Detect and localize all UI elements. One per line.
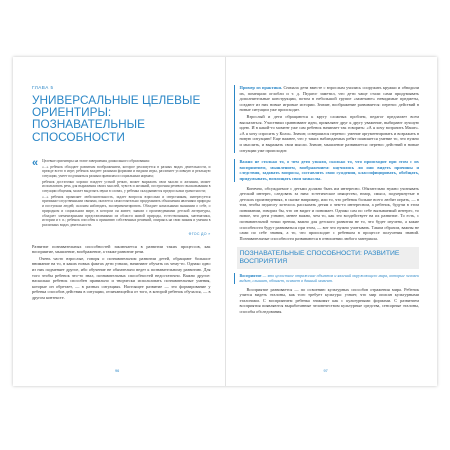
quote-source xyxy=(32,232,211,236)
body-paragraph: Конечно, обсуждаемое с детьми должно быть им интересно. Обязательно нужно учитывать детский интерес, следовать за ним: эстетическое изящество, юмор, смысл, подчеркнутые в детских произведениях, в сказке например, или то, что ребенок больше всего любит играть, — в том, чтобы педагогу хотелось рассказать детям о чем-то интересном, а ребенок, будучи в этом понимании, говорил бы, что он видит и понимает. Однако сам по себе вызываемый интерес, то новое, что дети узнают, менее важно, чем то, как это воздействует на их развитие. То есть, с познавательной точки зрения, важно для детского развития не то, что будет изучено, а какие способности будут развиваться при этом, — вот что нужно учитывать. Таким образом, важны не сами по себе знания, а то, что происходит с ребенком в процессе получения знаний. Познавательные способности развиваются в отношении любого материала. xyxy=(239,185,419,241)
body-paragraph: Очень часто взрослые, говоря о познавательном развитии детей, обращают большое внимание на то, в каких новых фактах дети узнали, начинают обучать их чему-то. Однако одно из них подменяет другое, ибо обучение не обязательно ведет к познавательному развитию. Для того чтобы ребенок что-то знал, познавательных способностей недостаточно. Важно другое: насколько ребенок способен правильно и творчески использовать познавательные умения, которые он обретает, — в разных ситуациях. Настоящее развитие — это формирование у ребенка способов действия в ситуации, отличающейся от того, в которой ребенок обучался, — в другом контексте. xyxy=(32,255,211,300)
page-number: 97 xyxy=(323,369,328,373)
example-text: Сначала дети вместе с взрослым учились сооружать кружки и обводили их, помещали оглобли и т. д. Педагог заметил, что дети чаще стали сами придумывать дополнительные конструкции, потом в небольшой группе «замечают» невидимые предметы, создают из них новые игровые истории. Значит, воображение развивается: перенос действий в новые ситуации уже происходит. xyxy=(239,85,419,113)
body-paragraph: Восприятие развивается — по освоению культурных способов отражения мира. Ребенок учится видеть эталоны, как того требует культура: узнает, что мир описан культурными эталонами. С восприятием ребенка знакомят как с культурными формами. С развитием восприятия появляются выработанные человечеством культурные средства, сенсорные эталоны, способы обследования. xyxy=(239,286,419,315)
closing-body xyxy=(240,287,420,315)
chapter-label: ГЛАВА 5 xyxy=(32,85,54,90)
chapter-title: УНИВЕРСАЛЬНЫЕ ЦЕЛЕВЫЕ ОРИЕНТИРЫ: ПОЗНАВАТЕЛЬНЫЕ СПОСОБНОСТИ xyxy=(32,93,201,144)
quote-paragraph: Целевые ориентиры на этапе завершения дошкольного образования: xyxy=(42,158,150,163)
right-body xyxy=(240,186,420,242)
quote-source-text: ФГОС ДО xyxy=(188,231,207,236)
section-heading-box xyxy=(237,247,420,269)
standard-quote xyxy=(32,156,211,228)
quote-paragraph: «...» ребенок обладает развитым воображением, которое реализуется в разных видах деятельности, и прежде всего в игре; ребенок владеет разными формами и видами игры, различает условную и реальную ситуации, умеет подчиняться разным правилам и социальным нормам; xyxy=(42,164,211,178)
quote-paragraph: ребенок достаточно хорошо владеет устной речью, может выражать свои мысли и желания, может использовать речь для выражения своих мыслей, чувств и желаний, построения речевого высказывания в ситуации общения, может выделять звуки в словах, у ребенка складываются предпосылки грамотности; xyxy=(42,179,211,194)
left-page xyxy=(13,57,226,386)
close-quote-icon: » xyxy=(208,231,211,236)
definition-block xyxy=(234,273,420,283)
book-spread xyxy=(13,57,437,386)
definition-term: Восприятие xyxy=(239,273,262,279)
practice-example xyxy=(240,85,420,153)
left-body xyxy=(32,244,211,301)
body-paragraph: Взрослый и дети обращаются к кругу сложных проблем, педагог предлагает всем высказаться. Участники сравнивают идеи, проявляют друг к другу уважение, выбирают лучшую идею. И в какой-то момент уже сам ребенок начинает так говорить: «А я хочу возразить Маше». «А я хочу спросить у Коли». Значит, совершился перенос: умение аргументировать и возражать в новую ситуацию! Еще важнее, что у таких наблюдаемых ребят появляется умение то, что нужно и мыслить, и выражать свои мысли. Значит, мышление развивается: перенос действий в новые ситуации уже происходит. xyxy=(239,113,419,153)
key-highlight: Важно не столько то, о чем дети узнали, сколько то, что происходит при этом с их восприятием, мышлением, воображением: научились ли они видеть причины и следствия, задавать вопросы, составлять свои суждения, классифицировать, обобщать, придумывать, воплощать свои замыслы. xyxy=(234,159,420,181)
page-number: 96 xyxy=(115,369,120,373)
right-page xyxy=(226,57,438,386)
quote-paragraph: «...» ребенок проявляет любознательность, задает вопросы взрослым и сверстникам, интересуется причинно-следственными связями, пытается самостоятельно придумывать объяснения явлениям природы и поступкам людей; склонен наблюдать, экспериментировать. Обладает начальными знаниями о себе, о природном и социальном мире, в котором он живет; знаком с произведениями детской литературы, обладает элементарными представлениями из области живой природы, естествознания, математики, истории и т. п.; ребенок способен к принятию собственных решений, опираясь на свои знания и умения в различных видах деятельности. xyxy=(42,194,211,227)
definition-text: — это целостное отражение объектов и явлений окружающего мира, которые человек видит, слышит, обоняет, осязает в данный момент. xyxy=(239,273,419,284)
section-title: ПОЗНАВАТЕЛЬНЫЕ СПОСОБНОСТИ: РАЗВИТИЕ ВОСПРИЯТИЯ xyxy=(239,250,400,265)
body-paragraph: Развитие познавательных способностей заключается в развитии таких процессов, как восприятие, мышление, воображение, а также развитие речи. xyxy=(32,243,211,255)
body-paragraph xyxy=(240,85,420,113)
quote-mark-icon: « xyxy=(32,156,39,169)
example-label: Пример из практики. xyxy=(239,85,283,90)
